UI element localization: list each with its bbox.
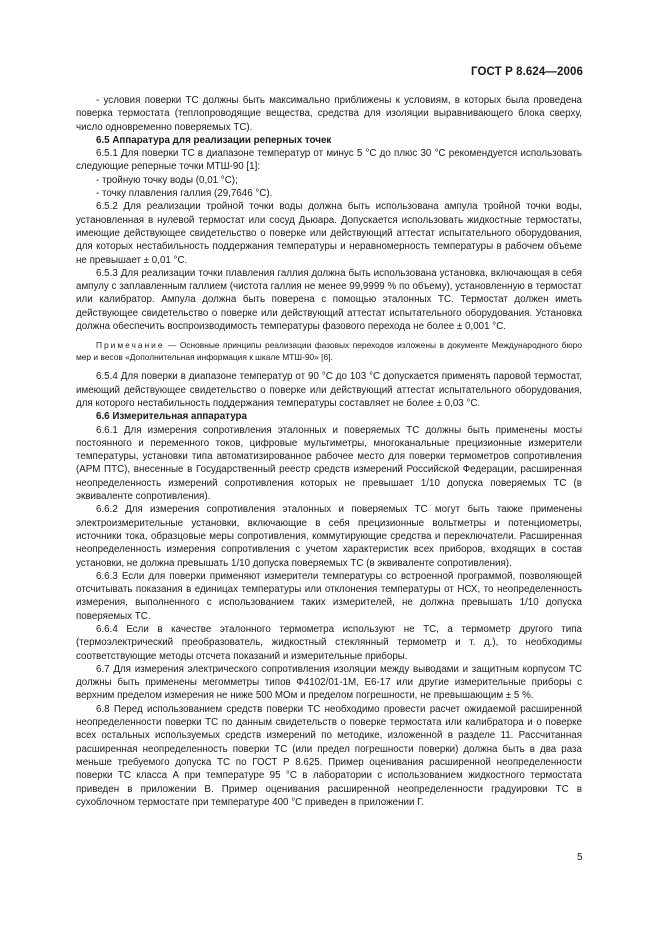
paragraph-6-5-1: 6.5.1 Для поверки ТС в диапазоне температур от минус 5 °С до плюс 30 °С рекомендуется использовать следующие реперные точки МТШ-90 [1]: bbox=[76, 148, 582, 173]
paragraph-6-5-2: 6.5.2 Для реализации тройной точки воды должна быть использована ампула тройной точки воды, установленная в нулевой термостат или сосуд Дьюара. Допускается использовать жидкостные термостаты, имеющие действующее свидетельство о поверке или действующий аттестат испытательного оборудования, для которых нестабильность поддержания температуры и неравномерность температуры в рабочем объеме не превышает ± 0,01 °С. bbox=[76, 201, 582, 266]
note bbox=[76, 340, 582, 363]
paragraph-conditions: - условия поверки ТС должны быть максимально приближены к условиям, в которых была проведена поверка термостата (теплопроводящие вещества, средства для изоляции выравнивающего блока сверху, число одновременно поверяемых ТС). bbox=[76, 95, 582, 133]
paragraph-6-8: 6.8 Перед использованием средств поверки ТС необходимо провести расчет ожидаемой расширенной неопределенности поверки ТС по данным свидетельств о поверке термостата или калибратора и о поверке всех остальных используемых средств измерений по методике, изложенной в разделе 11. Рассчитанная расширенная неопределенность поверки ТС (или предел погрешности поверки) должна быть в два раза меньше требуемого допуска ТС по ГОСТ Р 8.625. Пример оценивания расширенной неопределенности поверки ТС класса А при температуре 95 °С в лаборатории с использованием жидкостного термостата приведен в приложении В. Пример оценивания расширенной неопределенности градуировки ТС в сухоблочном термостате при температуре 400 °С приведен в приложении Г. bbox=[76, 703, 582, 808]
paragraph-6-5-3: 6.5.3 Для реализации точки плавления галлия должна быть использована установка, включающая в себя ампулу с заплавленным галлием (чистота галлия не менее 99,9999 % по объему), установленную в термостат или калибратор. Ампула должна быть поверена с помощью эталонных ТС. Термостат должен иметь действующее свидетельство о поверке или действующий аттестат испытательного оборудования. Установка должна обеспечить воспроизводимость температуры фазового перехода не более ± 0,001 °С. bbox=[76, 267, 582, 333]
standard-header: ГОСТ Р 8.624—2006 bbox=[471, 66, 583, 78]
paragraph-6-6-1: 6.6.1 Для измерения сопротивления эталонных и поверяемых ТС должны быть применены мосты постоянного и переменного токов, цифровые мультиметры, многоканальные прецизионные измерители температуры, установки типа автоматизированное рабочее место для поверки термометров сопротивления (АРМ ПТС), внесенные в Государственный реестр средств измерений Российской Федерации, расширенная неопределенность измерений сопротивления которых не превышает 1/10 допуска поверяемых ТС (в эквиваленте сопротивления). bbox=[76, 424, 582, 503]
section-heading-6-6: 6.6 Измерительная аппаратура bbox=[96, 411, 247, 423]
list-item-gallium-melting: - точку плавления галлия (29,7646 °С). bbox=[96, 188, 273, 200]
paragraph-6-5-4: 6.5.4 Для поверки в диапазоне температур от 90 °С до 103 °С допускается применять паровой термостат, имеющий действующее свидетельство о поверке или действующий аттестат испытательного оборудования, для которого нестабильность поддержания температуры составляет не более ± 0,03 °С. bbox=[76, 371, 582, 409]
note-text: — Основные принципы реализации фазовых переходов изложены в документе Международного бюро мер и весов «Дополнительная информация к шкале МТШ-90» [6]. bbox=[76, 340, 582, 362]
section-heading-6-5: 6.5 Аппаратура для реализации реперных точек bbox=[96, 134, 332, 146]
paragraph-6-6-4: 6.6.4 Если в качестве эталонного термометра используют не ТС, а термометр другого типа (термоэлектрический преобразователь, жидкостный стеклянный термометр и т. д.), то необходимы соответствующие методы отсчета показаний и измерительные приборы. bbox=[76, 623, 582, 662]
list-item-water-triple-point: - тройную точку воды (0,01 °С); bbox=[96, 174, 238, 186]
page-number: 5 bbox=[577, 852, 583, 863]
document-body bbox=[76, 94, 582, 809]
paragraph-6-6-3: 6.6.3 Если для поверки применяют измерители температуры со встроенной программой, позволяющей отсчитывать показания в единицах температуры или отклонения температуры от НСХ, то неопределенность измерения, выполненного с использованием таких измерителей, не должна превышать 1/10 допуска поверяемых ТС. bbox=[76, 570, 582, 622]
note-label: Примечание bbox=[96, 340, 165, 351]
paragraph-6-7: 6.7 Для измерения электрического сопротивления изоляции между выводами и защитным корпусом ТС должны быть применены мегомметры типов Ф4102/01-1М, Е6-17 или другие измерительные приборы с верхним пределом измерения не ниже 500 МОм и пределом погрешности, не превышающим ± 5 %. bbox=[76, 663, 582, 702]
paragraph-6-6-2: 6.6.2 Для измерения сопротивления эталонных и поверяемых ТС могут быть также применены электроизмерительные установки, включающие в себя прецизионные вольтметры и потенциометры, источники тока, образцовые меры сопротивления, коммутирующие средства и переключатели. Расширенная неопределенность измерения сопротивления с учетом характеристик всех приборов, входящих в состав установки, не должна превышать 1/10 допуска поверяемых ТС (в эквиваленте сопротивления). bbox=[76, 504, 582, 569]
